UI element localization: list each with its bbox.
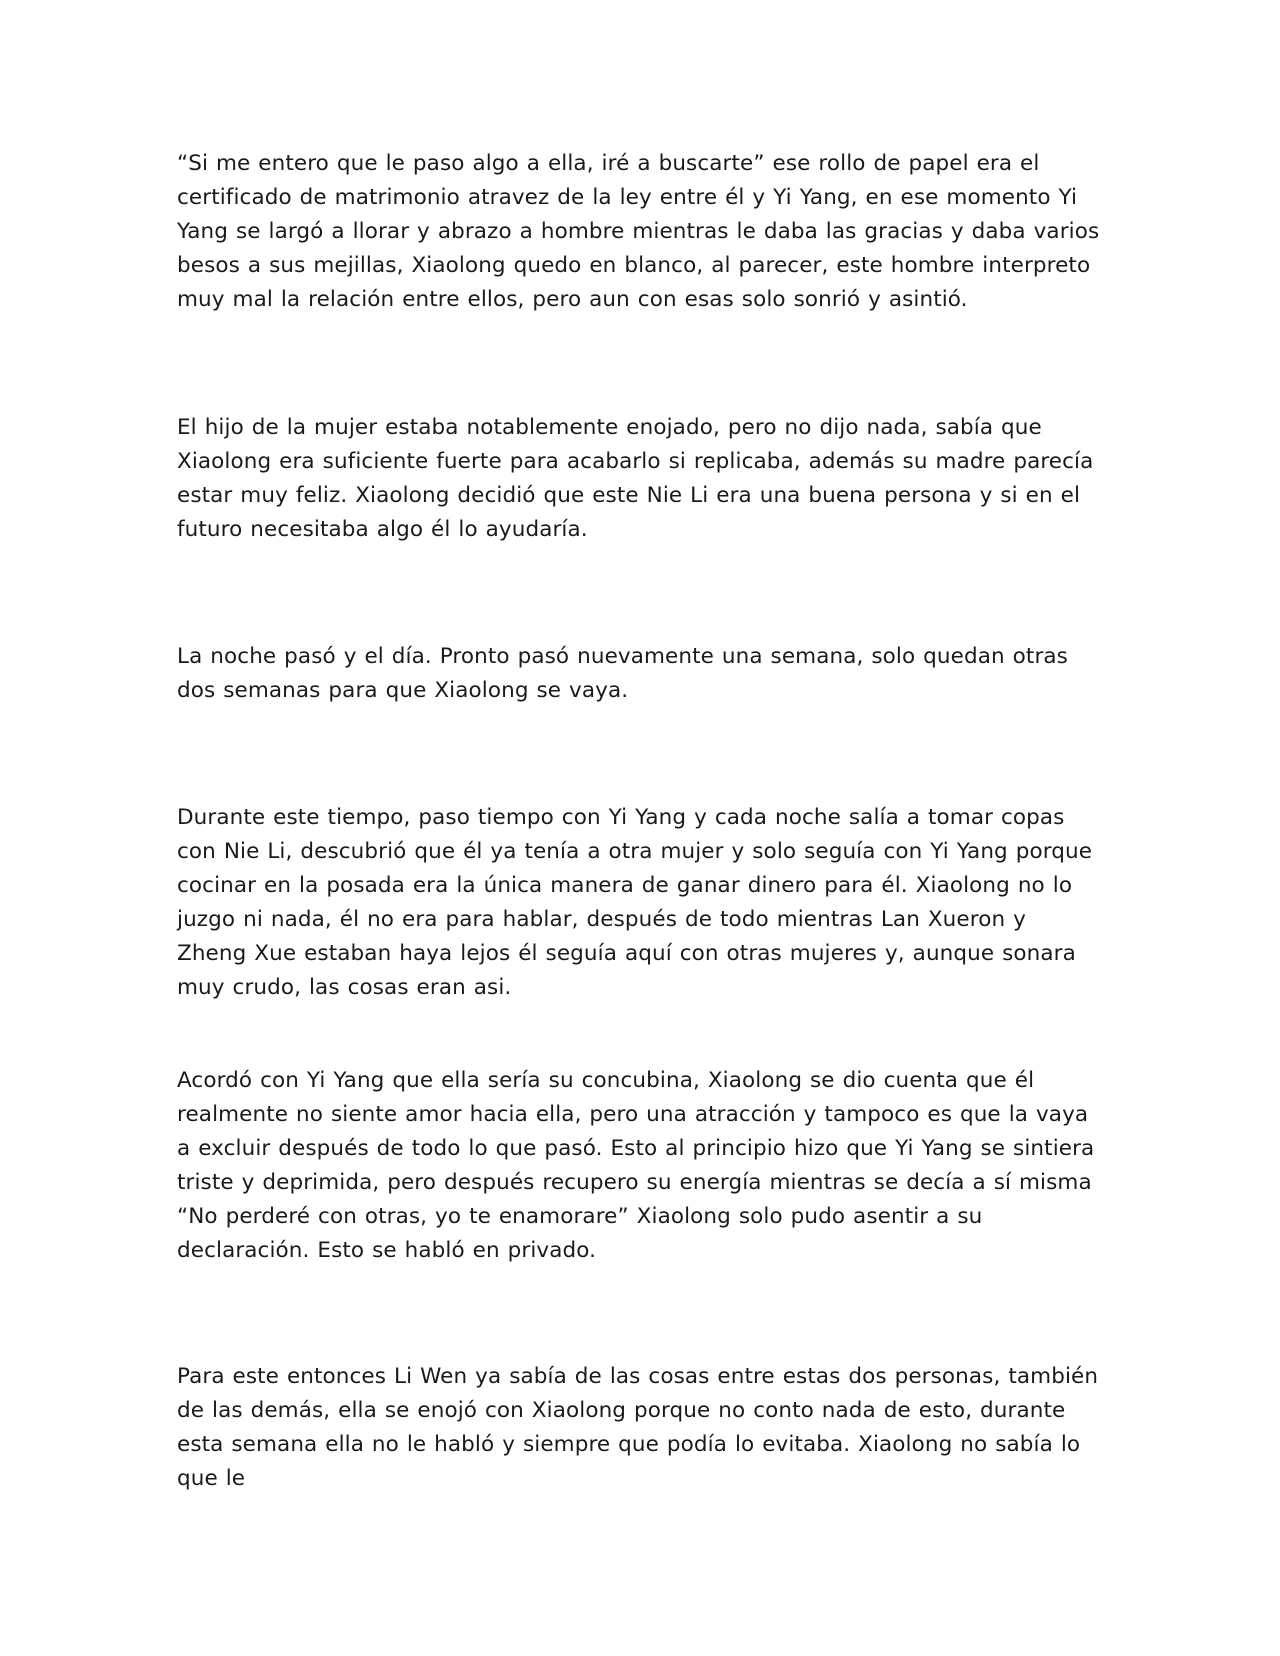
paragraph: Durante este tiempo, paso tiempo con Yi Yang y cada noche salía a tomar copas con Nie Li, descubrió que él ya tenía a otra mujer y solo seguía con Yi Yang porque cocinar en la posada era la única manera de ganar dinero para él. Xiaolong no lo juzgo ni nada, él no era para hablar, después de todo mientras Lan Xueron y Zheng Xue estaban haya lejos él seguía aquí con otras mujeres y, aunque sonara muy crudo, las cosas eran asi. (177, 805, 1093, 1000)
paragraph: Para este entonces Li Wen ya sabía de las cosas entre estas dos personas, también de las demás, ella se enojó con Xiaolong porque no conto nada de esto, durante esta semana ella no le habló y siempre que podía lo evitaba. Xiaolong no sabía lo que le (177, 1364, 1099, 1491)
paragraph: El hijo de la mujer estaba notablemente enojado, pero no dijo nada, sabía que Xiaolong era suficiente fuerte para acabarlo si replicaba, además su madre parecía estar muy feliz. Xiaolong decidió que este Nie Li era una buena persona y si en el futuro necesitaba algo él lo ayudaría. (177, 415, 1094, 542)
paragraph: La noche pasó y el día. Pronto pasó nuevamente una semana, solo quedan otras dos semanas para que Xiaolong se vaya. (177, 644, 1068, 703)
paragraph: “Si me entero que le paso algo a ella, iré a buscarte” ese rollo de papel era el certificado de matrimonio atravez de la ley entre él y Yi Yang, en ese momento Yi Yang se largó a llorar y abrazo a hombre mientras le daba las gracias y daba varios besos a sus mejillas, Xiaolong quedo en blanco, al parecer, este hombre interpreto muy mal la relación entre ellos, pero aun con esas solo sonrió y asintió. (177, 151, 1100, 312)
paragraph: Acordó con Yi Yang que ella sería su concubina, Xiaolong se dio cuenta que él realmente no siente amor hacia ella, pero una atracción y tampoco es que la vaya a excluir después de todo lo que pasó. Esto al principio hizo que Yi Yang se sintiera triste y deprimida, pero después recupero su energía mientras se decía a sí misma “No perderé con otras, yo te enamorare” Xiaolong solo pudo asentir a su declaración. Esto se habló en privado. (177, 1068, 1095, 1263)
